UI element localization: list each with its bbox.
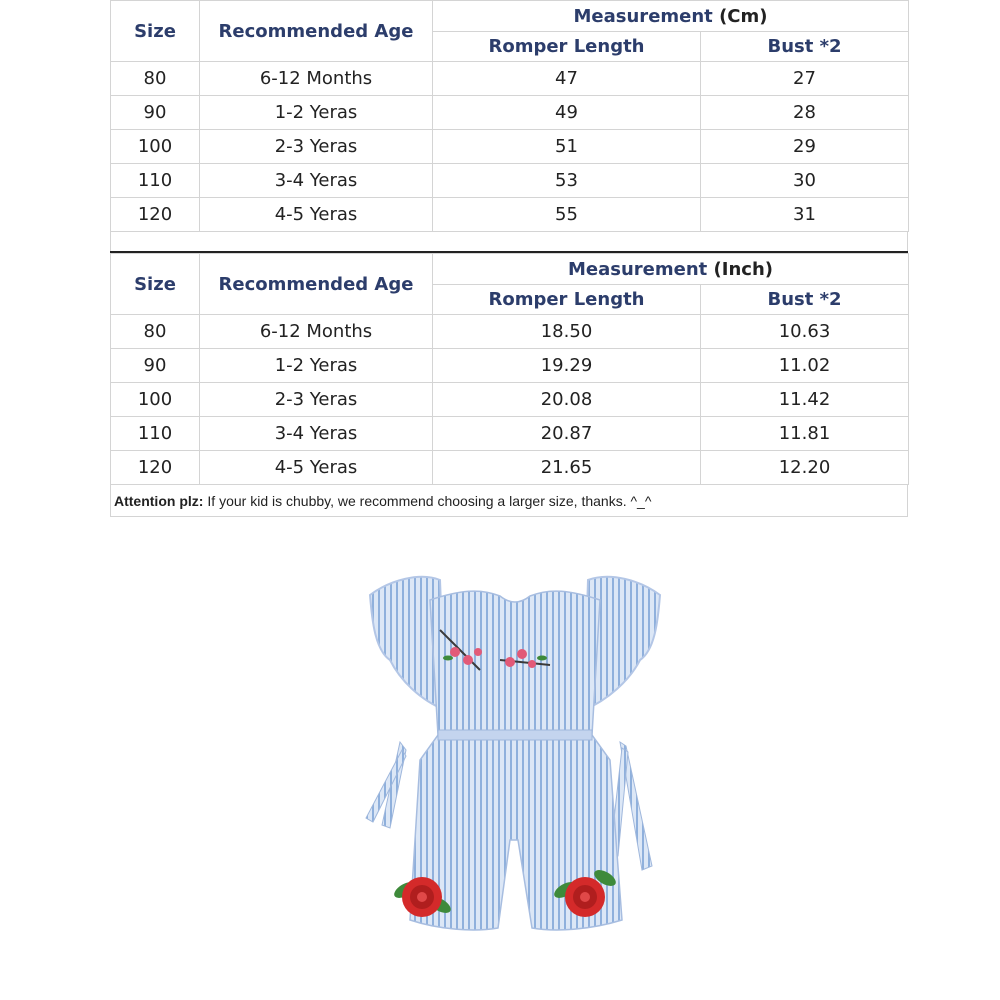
- table-row: [111, 164, 909, 198]
- header-recommended-age: Recommended Age: [200, 1, 433, 62]
- cell-size: 120: [111, 451, 200, 485]
- cell-bust: 31: [701, 198, 909, 232]
- cell-bust: 30: [701, 164, 909, 198]
- table-row: [111, 417, 909, 451]
- cell-bust: 10.63: [701, 315, 909, 349]
- cell-size: 110: [111, 164, 200, 198]
- table-gap: [110, 232, 908, 251]
- table-row: [111, 383, 909, 417]
- cell-size: 100: [111, 383, 200, 417]
- header-romper-length: Romper Length: [433, 32, 701, 62]
- cell-length: 51: [433, 130, 701, 164]
- cell-length: 53: [433, 164, 701, 198]
- cell-length: 19.29: [433, 349, 701, 383]
- header-bust: Bust *2: [701, 285, 909, 315]
- table-row: [111, 315, 909, 349]
- cell-length: 55: [433, 198, 701, 232]
- measurement-label: Measurement: [568, 258, 708, 280]
- cell-age: 1-2 Yeras: [200, 96, 433, 130]
- cell-length: 21.65: [433, 451, 701, 485]
- cell-bust: 28: [701, 96, 909, 130]
- cell-size: 80: [111, 315, 200, 349]
- size-chart: [110, 0, 908, 517]
- waistband: [438, 730, 592, 740]
- table-row: [111, 198, 909, 232]
- romper-product-image: [360, 560, 670, 960]
- cell-age: 4-5 Yeras: [200, 451, 433, 485]
- cell-length: 18.50: [433, 315, 701, 349]
- cell-age: 4-5 Yeras: [200, 198, 433, 232]
- cell-size: 120: [111, 198, 200, 232]
- header-size: Size: [111, 1, 200, 62]
- cell-size: 90: [111, 96, 200, 130]
- cell-length: 20.08: [433, 383, 701, 417]
- measurement-unit: (Cm): [719, 5, 768, 27]
- header-bust: Bust *2: [701, 32, 909, 62]
- size-table-cm: [110, 0, 909, 232]
- header-measurement: [433, 1, 909, 32]
- table-row: [111, 451, 909, 485]
- attention-label: Attention plz:: [114, 492, 204, 509]
- cell-age: 6-12 Months: [200, 315, 433, 349]
- attention-text: If your kid is chubby, we recommend choosing a larger size, thanks. ^_^: [207, 492, 652, 509]
- cell-age: 2-3 Yeras: [200, 383, 433, 417]
- cell-bust: 11.42: [701, 383, 909, 417]
- cell-length: 20.87: [433, 417, 701, 451]
- cell-bust: 29: [701, 130, 909, 164]
- cell-age: 3-4 Yeras: [200, 164, 433, 198]
- header-size: Size: [111, 254, 200, 315]
- attention-note: [110, 485, 908, 517]
- measurement-unit: (Inch): [713, 258, 773, 280]
- cell-size: 80: [111, 62, 200, 96]
- header-recommended-age: Recommended Age: [200, 254, 433, 315]
- header-romper-length: Romper Length: [433, 285, 701, 315]
- measurement-label: Measurement: [573, 5, 713, 27]
- cell-size: 100: [111, 130, 200, 164]
- romper-bodice: [430, 591, 600, 735]
- header-measurement: [433, 254, 909, 285]
- table-row: [111, 349, 909, 383]
- cell-age: 1-2 Yeras: [200, 349, 433, 383]
- cell-bust: 12.20: [701, 451, 909, 485]
- cell-age: 3-4 Yeras: [200, 417, 433, 451]
- cell-length: 47: [433, 62, 701, 96]
- cell-length: 49: [433, 96, 701, 130]
- cell-bust: 11.81: [701, 417, 909, 451]
- cell-bust: 11.02: [701, 349, 909, 383]
- table-row: [111, 62, 909, 96]
- size-table-inch: [110, 253, 909, 485]
- cell-size: 90: [111, 349, 200, 383]
- table-row: [111, 96, 909, 130]
- cell-size: 110: [111, 417, 200, 451]
- cell-age: 6-12 Months: [200, 62, 433, 96]
- table-row: [111, 130, 909, 164]
- cell-age: 2-3 Yeras: [200, 130, 433, 164]
- cell-bust: 27: [701, 62, 909, 96]
